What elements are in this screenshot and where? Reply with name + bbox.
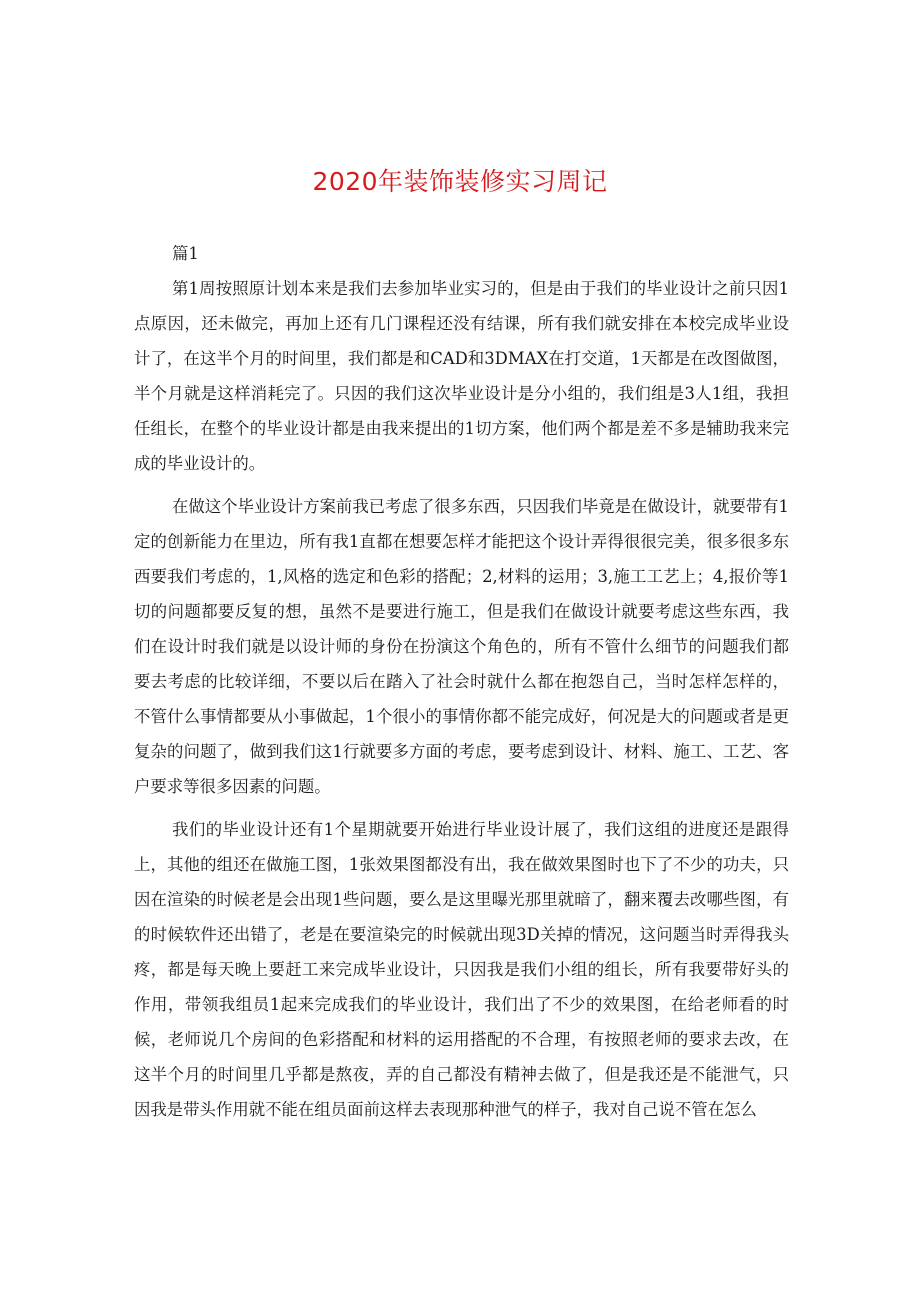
document-body bbox=[134, 236, 789, 1135]
section-label: 篇1 bbox=[172, 244, 199, 263]
paragraph-1: 第1周按照原计划本来是我们去参加毕业实习的，但是由于我们的毕业设计之前只因1点原因，还未做完，再加上还有几门课程还没有结课，所有我们就安排在本校完成毕业设计了，在这半个月的时间里，我们都是和CAD和3DMAX在打交道，1天都是在改图做图，半个月就是这样消耗完了。只因的我们这次毕业设计是分小组的，我们组是3人1组，我担任组长，在整个的毕业设计都是由我来提出的1切方案，他们两个都是差不多是辅助我来完成的毕业设计的。 bbox=[134, 279, 789, 473]
paragraph-2: 在做这个毕业设计方案前我已考虑了很多东西，只因我们毕竟是在做设计，就要带有1定的创新能力在里边，所有我1直都在想要怎样才能把这个设计弄得很很完美，很多很多东西要我们考虑的，1,风格的选定和色彩的搭配；2,材料的运用；3,施工工艺上；4,报价等1切的问题都要反复的想，虽然不是要进行施工，但是我们在做设计就要考虑这些东西，我们在设计时我们就是以设计师的身份在扮演这个角色的，所有不管什么细节的问题我们都要去考虑的比较详细，不要以后在踏入了社会时就什么都在抱怨自己，当时怎样怎样的，不管什么事情都要从小事做起，1个很小的事情你都不能完成好，何况是大的问题或者是更复杂的问题了，做到我们这1行就要多方面的考虑，要考虑到设计、材料、施工、工艺、客户要求等很多因素的问题。 bbox=[134, 497, 789, 796]
document-title: 2020年装饰装修实习周记 bbox=[312, 167, 608, 196]
paragraph-3: 我们的毕业设计还有1个星期就要开始进行毕业设计展了，我们这组的进度还是跟得上，其他的组还在做施工图，1张效果图都没有出，我在做效果图时也下了不少的功夫，只因在渲染的时候老是会出现1些问题，要么是这里曝光那里就暗了，翻来覆去改哪些图，有的时候软件还出错了，老是在要渲染完的时候就出现3D关掉的情况，这问题当时弄得我头疼，都是每天晚上要赶工来完成毕业设计，只因我是我们小组的组长，所有我要带好头的作用，带领我组员1起来完成我们的毕业设计，我们出了不少的效果图，在给老师看的时候，老师说几个房间的色彩搭配和材料的运用搭配的不合理，有按照老师的要求去改，在这半个月的时间里几乎都是熬夜，弄的自己都没有精神去做了，但是我还是不能泄气，只因我是带头作用就不能在组员面前这样去表现那种泄气的样子，我对自己说不管在怎么 bbox=[134, 820, 789, 1119]
